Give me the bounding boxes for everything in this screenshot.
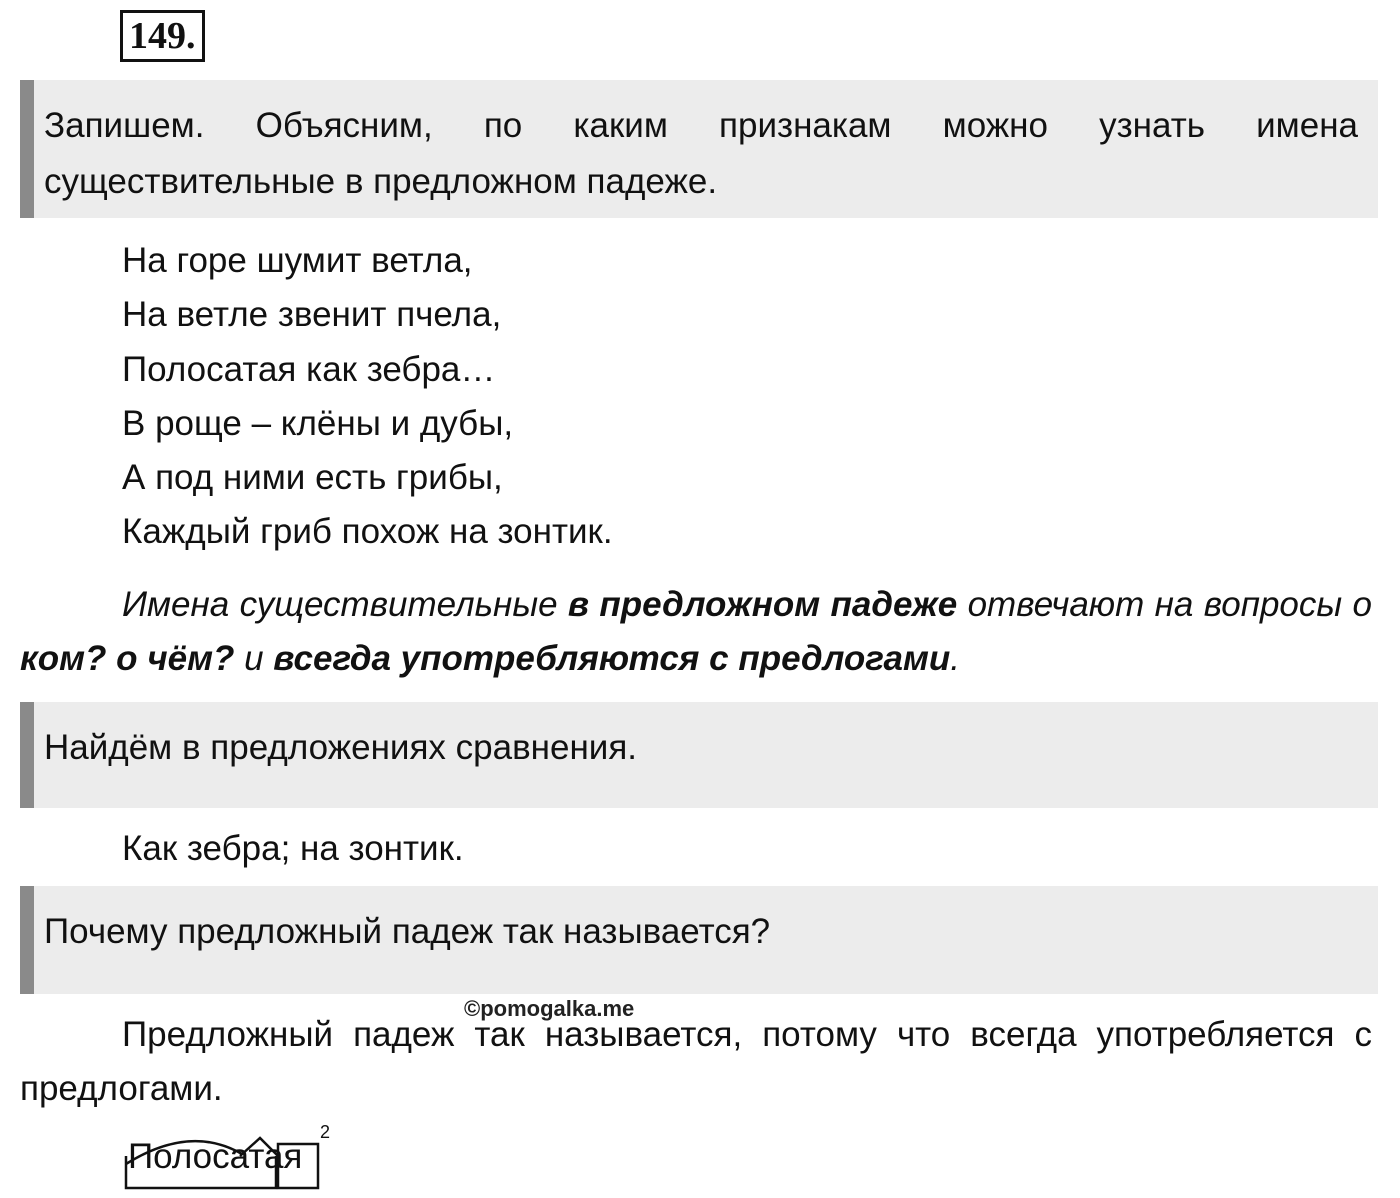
question-2-text: Найдём в предложениях сравнения. bbox=[44, 728, 638, 767]
parsed-word: Полосатая bbox=[128, 1137, 303, 1176]
poem-line: Каждый гриб похож на зонтик. bbox=[122, 512, 613, 552]
poem bbox=[122, 234, 613, 560]
question-3-text: Почему предложный падеж так называется? bbox=[44, 912, 771, 951]
poem-line: На ветле звенит пчела, bbox=[122, 295, 502, 335]
rule-text: отвечают на вопросы о bbox=[957, 585, 1372, 624]
word-parse bbox=[120, 1122, 360, 1198]
rule-bold: всегда употребляются с предлогами bbox=[273, 639, 951, 678]
poem-line: Полосатая как зебра… bbox=[122, 349, 496, 389]
superscript-digit: 2 bbox=[320, 1122, 331, 1142]
answer-3: Предложный падеж так называется, потому что всегда употребляется с предлогами. bbox=[20, 1015, 1372, 1108]
question-box-2 bbox=[20, 702, 1378, 808]
rule-text: Имена существительные bbox=[122, 585, 568, 624]
rule-bold: в предложном падеже bbox=[567, 585, 958, 624]
answer-2: Как зебра; на зонтик. bbox=[122, 829, 464, 868]
poem-line: А под ними есть грибы, bbox=[122, 458, 503, 498]
poem-line: В роще – клёны и дубы, bbox=[122, 403, 514, 443]
task-number: 149. bbox=[120, 10, 205, 62]
watermark: ©pomogalka.me bbox=[464, 996, 635, 1021]
grammar-rule bbox=[20, 578, 1372, 686]
rule-bold: ком? о чём? bbox=[20, 639, 235, 678]
question-box-1 bbox=[20, 80, 1378, 218]
question-box-3 bbox=[20, 886, 1378, 994]
question-1-text: Запишем. Объясним, по каким признакам можно узнать имена существительные в предложном падеже. bbox=[44, 106, 1358, 201]
rule-text: и bbox=[234, 639, 274, 678]
rule-text: . bbox=[950, 639, 960, 678]
poem-line: На горе шумит ветла, bbox=[122, 241, 473, 280]
